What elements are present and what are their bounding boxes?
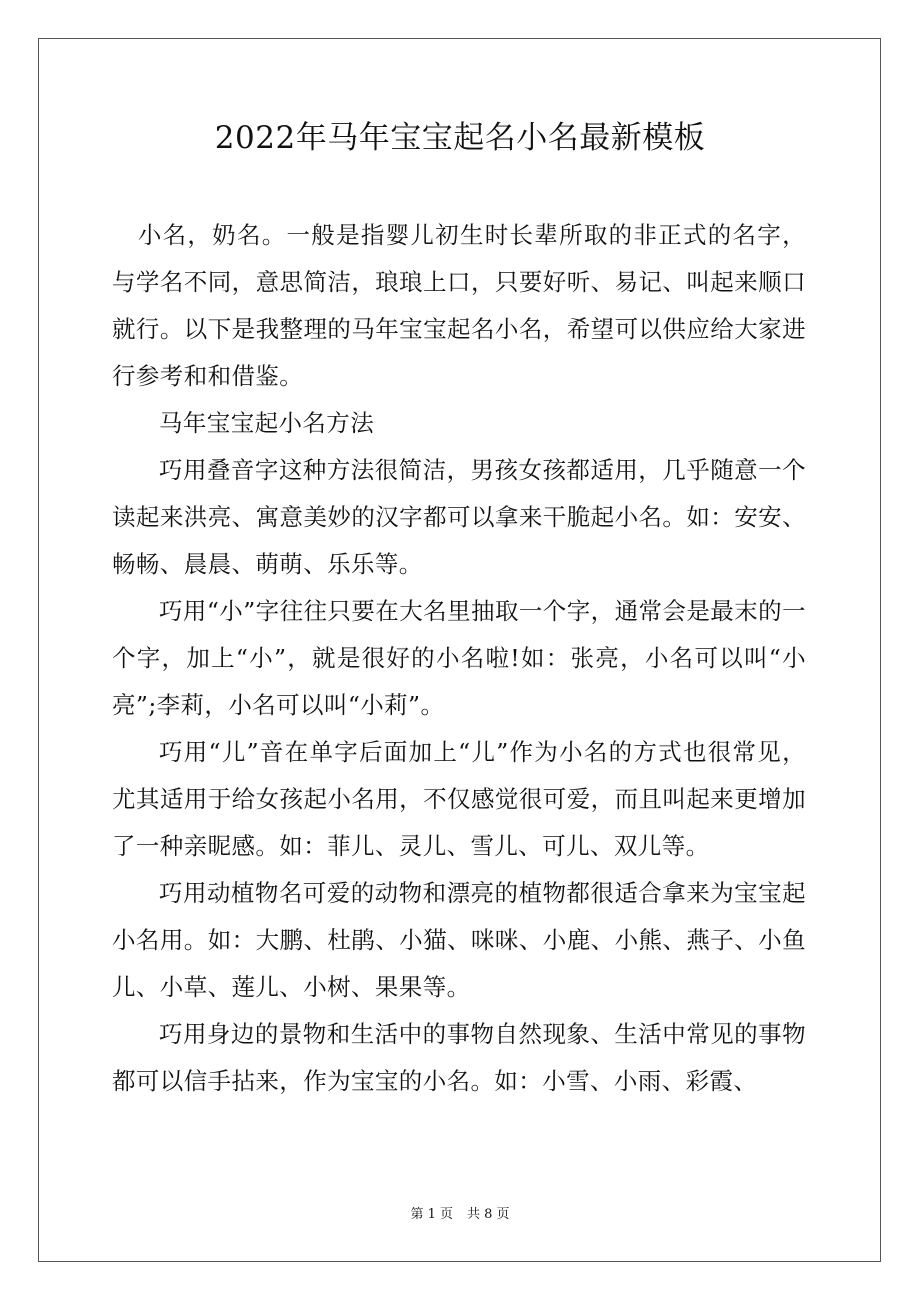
- document-title: 2022年马年宝宝起名小名最新模板: [214, 120, 706, 156]
- method-paragraph-xiao: 巧用“小”字往往只要在大名里抽取一个字，通常会是最末的一个字，加上“小”，就是很好的小名啦!如：张亮，小名可以叫“小亮”;李莉，小名可以叫“小莉”。: [112, 597, 806, 719]
- page-total: 共 8 页: [467, 1207, 510, 1222]
- method-paragraph-scenery: 巧用身边的景物和生活中的事物自然现象、生活中常见的事物都可以信手拈来，作为宝宝的小名。如：小雪、小雨、彩霞、: [112, 1020, 806, 1095]
- method-paragraph-er: 巧用“儿”音在单字后面加上“儿”作为小名的方式也很常见，尤其适用于给女孩起小名用，不仅感觉很可爱，而且叫起来更增加了一种亲昵感。如：菲儿、灵儿、雪儿、可儿、双儿等。: [112, 738, 806, 860]
- page-footer: [0, 1206, 920, 1224]
- intro-paragraph: 小名，奶名。一般是指婴儿初生时长辈所取的非正式的名字，与学名不同，意思简洁，琅琅上口，只要好听、易记、叫起来顺口就行。以下是我整理的马年宝宝起名小名，希望可以供应给大家进行参考和和借鉴。: [112, 221, 806, 390]
- document-body: [112, 212, 806, 1105]
- method-paragraph-reduplication: 巧用叠音字这种方法很简洁，男孩女孩都适用，几乎随意一个读起来洪亮、寓意美妙的汉字都可以拿来干脆起小名。如：安安、畅畅、晨晨、萌萌、乐乐等。: [112, 456, 806, 578]
- page-number: 第 1 页: [410, 1207, 453, 1222]
- method-paragraph-animals-plants: 巧用动植物名可爱的动物和漂亮的植物都很适合拿来为宝宝起小名用。如：大鹏、杜鹃、小猫、咪咪、小鹿、小熊、燕子、小鱼儿、小草、莲儿、小树、果果等。: [112, 879, 806, 1001]
- section-heading: 马年宝宝起小名方法: [159, 409, 375, 437]
